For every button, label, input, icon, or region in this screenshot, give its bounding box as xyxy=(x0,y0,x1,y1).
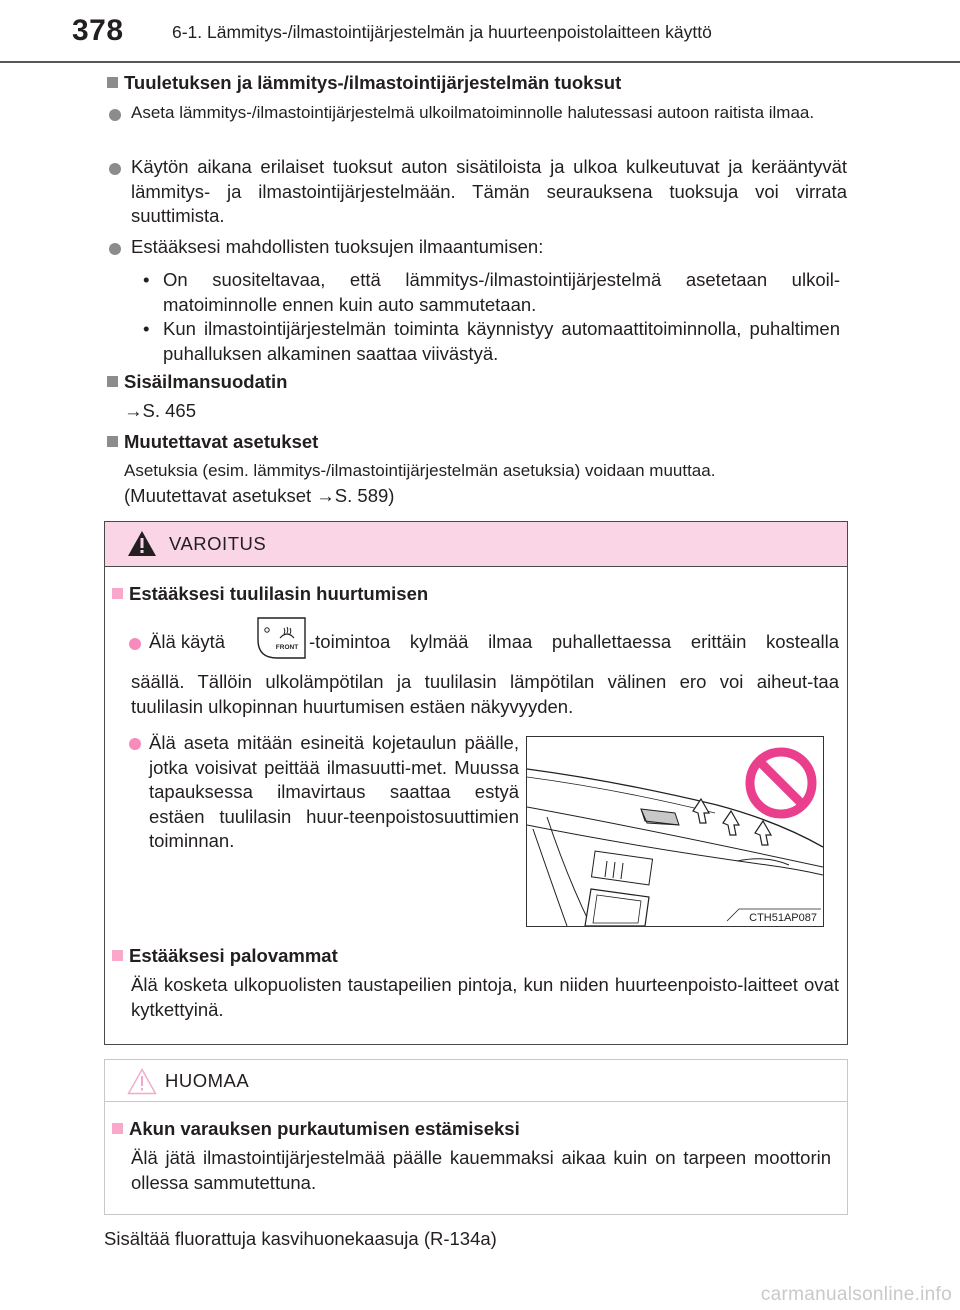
dashboard-drawing xyxy=(527,737,823,926)
sub-bullet-marker: • xyxy=(143,269,150,290)
warning-box xyxy=(104,521,848,1045)
square-bullet-icon xyxy=(112,1123,123,1134)
warning-triangle-icon xyxy=(127,530,157,557)
warning-sub-heading-2 xyxy=(112,945,338,967)
notice-header xyxy=(105,1060,847,1102)
header-rule xyxy=(0,60,960,64)
warning-text-1c: säällä. Tällöin ulkolämpötilan ja tuulilasin lämpötilan välinen ero voi aiheut-taa tuulilasin ulkopinnan huurtumisen estäen näkyvyyden. xyxy=(131,671,839,717)
bullet-dot-icon xyxy=(129,637,141,655)
page-header-title: 6-1. Lämmitys-/ilmastointijärjestelmän ja huurteenpoistolaitteen käyttö xyxy=(172,22,712,42)
page-number: 378 xyxy=(72,14,124,47)
front-button-label: FRONT xyxy=(275,644,299,651)
sub-bullet-marker: • xyxy=(143,318,150,339)
heading-text: Tuuletuksen ja lämmitys-/ilmastointijärjestelmän tuoksut xyxy=(124,72,622,93)
heading-text: Estääksesi palovammat xyxy=(129,945,338,966)
custom-page-ref: (Muutettavat asetukset →S. 589) xyxy=(124,485,395,506)
section-heading-odors xyxy=(107,72,621,94)
square-bullet-icon xyxy=(112,950,123,961)
warning-title: VAROITUS xyxy=(169,533,267,554)
warning-header xyxy=(105,522,847,567)
heading-text: Estääksesi tuulilasin huurtumisen xyxy=(129,583,429,604)
warning-text-1b: -toimintoa kylmää ilmaa puhallettaessa erittäin kostealla xyxy=(309,631,839,652)
custom-text: Asetuksia (esim. lämmitys-/ilmastointijärjestelmän asetuksia) voidaan muuttaa. xyxy=(124,461,716,480)
notice-text: Älä jätä ilmastointijärjestelmää päälle kauemmaksi aikaa kuin on tarpeen moottorin ollessa sammutettuna. xyxy=(131,1147,831,1193)
odors-bullet-3: Estääksesi mahdollisten tuoksujen ilmaantumisen: xyxy=(131,236,544,257)
warning-text-2: Älä aseta mitään esineitä kojetaulun päälle, jotka voisivat peittää ilmasuutti-met. Muussa tapauksessa ilmavirtaus saattaa estyä estäen tuulilasin huur-teenpoistosuuttimien toiminnan. xyxy=(149,732,519,851)
square-bullet-icon xyxy=(112,588,123,599)
heading-text: Sisäilmansuodatin xyxy=(124,371,288,392)
warning-sub-heading-1 xyxy=(112,583,428,605)
bullet-dot-icon xyxy=(109,162,121,180)
heading-text: Akun varauksen purkautumisen estämiseksi xyxy=(129,1118,520,1139)
caution-triangle-icon xyxy=(127,1068,157,1095)
notice-box xyxy=(104,1059,848,1215)
notice-sub-heading xyxy=(112,1118,520,1140)
odors-bullet-1: Aseta lämmitys-/ilmastointijärjestelmä ulkoilmatoiminnolle halutessasi autoon raitista ilmaa. xyxy=(131,103,815,122)
bullet-dot-icon xyxy=(109,242,121,260)
square-bullet-icon xyxy=(107,436,118,447)
odors-bullet-2: Käytön aikana erilaiset tuoksut auton sisätiloista ja ulkoa kulkeutuvat ja kerääntyvät lämmitys- ja ilmastointijärjestelmään. Tämän seurauksena tuoksuja voi virrata suuttimista. xyxy=(131,156,847,226)
square-bullet-icon xyxy=(107,77,118,88)
filter-page-ref: →S. 465 xyxy=(124,400,196,421)
notice-title: HUOMAA xyxy=(165,1070,250,1091)
heading-text: Muutettavat asetukset xyxy=(124,431,319,452)
odors-sub-2: Kun ilmastointijärjestelmän toiminta käynnistyy automaattitoiminnolla, puhaltimen puhalluksen alkaminen saattaa viivästyä. xyxy=(163,318,840,364)
front-defroster-button-icon xyxy=(255,616,308,660)
bullet-dot-icon xyxy=(129,737,141,755)
bullet-dot-icon xyxy=(109,108,121,126)
warning-text-1a: Älä käytä xyxy=(149,631,226,652)
refrigerant-note: Sisältää fluorattuja kasvihuonekaasuja (R-134a) xyxy=(104,1228,497,1249)
section-heading-custom xyxy=(107,431,318,453)
figure-code: CTH51AP087 xyxy=(749,912,817,924)
square-bullet-icon xyxy=(107,376,118,387)
prohibition-sign-icon xyxy=(750,752,812,814)
warning-text-3: Älä kosketa ulkopuolisten taustapeilien pintoja, kun niiden huurteenpoisto-laitteet ovat kytkettyinä. xyxy=(131,974,839,1020)
odors-sub-1: On suositeltavaa, että lämmitys-/ilmastointijärjestelmä asetetaan ulkoil-matoiminnolle ennen kuin auto sammutetaan. xyxy=(163,269,840,315)
section-heading-filter xyxy=(107,371,287,393)
dashboard-illustration xyxy=(526,736,824,927)
site-watermark: carmanualsonline.info xyxy=(760,1284,952,1305)
